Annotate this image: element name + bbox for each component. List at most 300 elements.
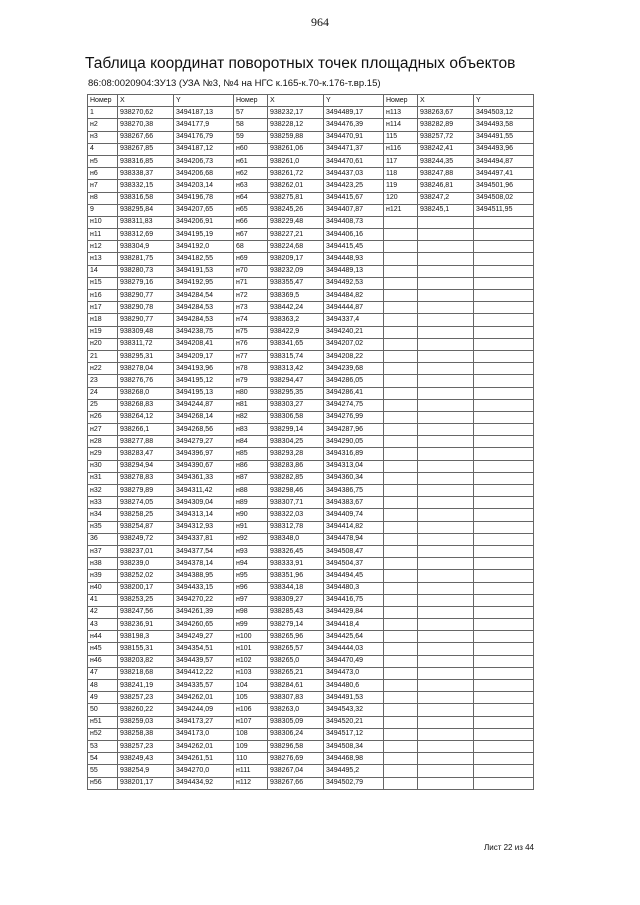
point-number: н17 xyxy=(88,302,118,314)
y-coordinate: 3494501,96 xyxy=(474,180,534,192)
x-coordinate: 938228,12 xyxy=(268,119,324,131)
point-number: н40 xyxy=(88,582,118,594)
point-number: 36 xyxy=(88,533,118,545)
x-coordinate: 938283,86 xyxy=(268,460,324,472)
x-coordinate: 938249,72 xyxy=(118,533,174,545)
y-coordinate: 3494284,54 xyxy=(174,290,234,302)
y-coordinate: 3494361,33 xyxy=(174,472,234,484)
x-coordinate: 938341,65 xyxy=(268,338,324,350)
header-y: Y xyxy=(324,95,384,107)
x-coordinate: 938218,68 xyxy=(118,667,174,679)
point-number: н106 xyxy=(234,704,268,716)
x-coordinate xyxy=(418,460,474,472)
x-coordinate: 938239,0 xyxy=(118,558,174,570)
point-number: н3 xyxy=(88,131,118,143)
x-coordinate: 938279,16 xyxy=(118,277,174,289)
x-coordinate: 938312,78 xyxy=(268,521,324,533)
point-number: 57 xyxy=(234,107,268,119)
x-coordinate: 938258,38 xyxy=(118,728,174,740)
x-coordinate xyxy=(418,448,474,460)
point-number: н30 xyxy=(88,460,118,472)
point-number: н39 xyxy=(88,570,118,582)
point-number xyxy=(384,302,418,314)
y-coordinate: 3494491,53 xyxy=(324,692,384,704)
x-coordinate xyxy=(418,521,474,533)
x-coordinate: 938267,85 xyxy=(118,143,174,155)
point-number: н101 xyxy=(234,643,268,655)
x-coordinate xyxy=(418,509,474,521)
point-number xyxy=(384,241,418,253)
y-coordinate xyxy=(474,521,534,533)
point-number xyxy=(384,460,418,472)
y-coordinate: 3494504,37 xyxy=(324,558,384,570)
point-number xyxy=(384,424,418,436)
x-coordinate: 938293,28 xyxy=(268,448,324,460)
x-coordinate xyxy=(418,424,474,436)
point-number xyxy=(384,290,418,302)
point-number: н12 xyxy=(88,241,118,253)
x-coordinate xyxy=(418,582,474,594)
y-coordinate: 3494274,75 xyxy=(324,399,384,411)
y-coordinate: 3494313,14 xyxy=(174,509,234,521)
x-coordinate: 938442,24 xyxy=(268,302,324,314)
y-coordinate: 3494493,96 xyxy=(474,143,534,155)
y-coordinate: 3494388,95 xyxy=(174,570,234,582)
x-coordinate xyxy=(418,411,474,423)
table-row xyxy=(88,290,534,302)
y-coordinate: 3494261,51 xyxy=(174,753,234,765)
y-coordinate: 3494290,05 xyxy=(324,436,384,448)
x-coordinate xyxy=(418,667,474,679)
point-number xyxy=(384,570,418,582)
point-number: 48 xyxy=(88,680,118,692)
x-coordinate: 938312,69 xyxy=(118,229,174,241)
y-coordinate xyxy=(474,558,534,570)
y-coordinate: 3494409,74 xyxy=(324,509,384,521)
point-number: н71 xyxy=(234,277,268,289)
y-coordinate: 3494468,98 xyxy=(324,753,384,765)
header-x: X xyxy=(268,95,324,107)
table-row xyxy=(88,472,534,484)
cadastral-subtitle: 86:08:0020904:ЗУ13 (УЗА №3, №4 на НГС к.165-к.70-к.176-т.вр.15) xyxy=(88,78,381,89)
point-number xyxy=(384,655,418,667)
table-row xyxy=(88,411,534,423)
point-number xyxy=(384,643,418,655)
y-coordinate: 3494492,53 xyxy=(324,277,384,289)
point-number: н19 xyxy=(88,326,118,338)
point-number xyxy=(384,631,418,643)
y-coordinate: 3494244,09 xyxy=(174,704,234,716)
point-number: 119 xyxy=(384,180,418,192)
point-number: н31 xyxy=(88,472,118,484)
y-coordinate: 3494173,0 xyxy=(174,728,234,740)
point-number: н94 xyxy=(234,558,268,570)
y-coordinate: 3494383,67 xyxy=(324,497,384,509)
x-coordinate: 938263,67 xyxy=(418,107,474,119)
y-coordinate xyxy=(474,606,534,618)
x-coordinate xyxy=(418,387,474,399)
y-coordinate: 3494508,47 xyxy=(324,545,384,557)
point-number xyxy=(384,387,418,399)
table-row xyxy=(88,570,534,582)
y-coordinate: 3494286,41 xyxy=(324,387,384,399)
header-number: Номер xyxy=(88,95,118,107)
x-coordinate: 938282,85 xyxy=(268,472,324,484)
y-coordinate: 3494335,57 xyxy=(174,680,234,692)
point-number: 21 xyxy=(88,350,118,362)
table-row xyxy=(88,692,534,704)
x-coordinate: 938280,73 xyxy=(118,265,174,277)
x-coordinate: 938295,84 xyxy=(118,204,174,216)
y-coordinate: 3494470,61 xyxy=(324,155,384,167)
x-coordinate: 938245,1 xyxy=(418,204,474,216)
point-number: н93 xyxy=(234,545,268,557)
x-coordinate: 938311,72 xyxy=(118,338,174,350)
table-row xyxy=(88,424,534,436)
y-coordinate: 3494437,03 xyxy=(324,168,384,180)
x-coordinate xyxy=(418,740,474,752)
x-coordinate: 938209,17 xyxy=(268,253,324,265)
x-coordinate xyxy=(418,472,474,484)
point-number xyxy=(384,375,418,387)
y-coordinate: 3494195,19 xyxy=(174,229,234,241)
y-coordinate xyxy=(474,631,534,643)
x-coordinate: 938307,71 xyxy=(268,497,324,509)
x-coordinate xyxy=(418,777,474,789)
point-number: н5 xyxy=(88,155,118,167)
coordinates-body xyxy=(88,107,534,790)
y-coordinate: 3494313,04 xyxy=(324,460,384,472)
x-coordinate xyxy=(418,338,474,350)
x-coordinate: 938265,57 xyxy=(268,643,324,655)
point-number: н34 xyxy=(88,509,118,521)
y-coordinate: 3494312,93 xyxy=(174,521,234,533)
y-coordinate: 3494238,75 xyxy=(174,326,234,338)
point-number xyxy=(384,350,418,362)
y-coordinate: 3494187,13 xyxy=(174,107,234,119)
x-coordinate: 938304,25 xyxy=(268,436,324,448)
point-number: н74 xyxy=(234,314,268,326)
table-row xyxy=(88,314,534,326)
y-coordinate: 3494261,39 xyxy=(174,606,234,618)
table-row xyxy=(88,460,534,472)
x-coordinate xyxy=(418,533,474,545)
point-number: н73 xyxy=(234,302,268,314)
x-coordinate: 938229,48 xyxy=(268,216,324,228)
y-coordinate: 3494425,64 xyxy=(324,631,384,643)
x-coordinate xyxy=(418,363,474,375)
point-number: н20 xyxy=(88,338,118,350)
table-row xyxy=(88,680,534,692)
y-coordinate xyxy=(474,387,534,399)
y-coordinate: 3494239,68 xyxy=(324,363,384,375)
x-coordinate: 938265,21 xyxy=(268,667,324,679)
y-coordinate: 3494508,02 xyxy=(474,192,534,204)
table-row xyxy=(88,338,534,350)
x-coordinate xyxy=(418,765,474,777)
x-coordinate xyxy=(418,253,474,265)
x-coordinate: 938275,81 xyxy=(268,192,324,204)
point-number: н99 xyxy=(234,619,268,631)
y-coordinate xyxy=(474,363,534,375)
point-number: 105 xyxy=(234,692,268,704)
x-coordinate: 938290,77 xyxy=(118,314,174,326)
x-coordinate: 938265,96 xyxy=(268,631,324,643)
table-row xyxy=(88,387,534,399)
point-number: н88 xyxy=(234,485,268,497)
point-number: 50 xyxy=(88,704,118,716)
x-coordinate: 938232,09 xyxy=(268,265,324,277)
x-coordinate: 938303,27 xyxy=(268,399,324,411)
point-number: 49 xyxy=(88,692,118,704)
y-coordinate xyxy=(474,399,534,411)
point-number: н56 xyxy=(88,777,118,789)
y-coordinate: 3494414,82 xyxy=(324,521,384,533)
x-coordinate: 938274,05 xyxy=(118,497,174,509)
x-coordinate: 938277,88 xyxy=(118,436,174,448)
point-number: 110 xyxy=(234,753,268,765)
y-coordinate: 3494173,27 xyxy=(174,716,234,728)
y-coordinate xyxy=(474,290,534,302)
point-number: 41 xyxy=(88,594,118,606)
y-coordinate: 3494416,75 xyxy=(324,594,384,606)
point-number xyxy=(384,558,418,570)
point-number: н69 xyxy=(234,253,268,265)
point-number: н96 xyxy=(234,582,268,594)
header-y: Y xyxy=(174,95,234,107)
x-coordinate xyxy=(418,485,474,497)
y-coordinate: 3494195,12 xyxy=(174,375,234,387)
x-coordinate: 938245,26 xyxy=(268,204,324,216)
header-y: Y xyxy=(474,95,534,107)
y-coordinate xyxy=(474,302,534,314)
y-coordinate: 3494240,21 xyxy=(324,326,384,338)
y-coordinate xyxy=(474,411,534,423)
point-number: н10 xyxy=(88,216,118,228)
y-coordinate xyxy=(474,485,534,497)
x-coordinate: 938295,31 xyxy=(118,350,174,362)
point-number: 104 xyxy=(234,680,268,692)
point-number xyxy=(384,229,418,241)
x-coordinate: 938322,03 xyxy=(268,509,324,521)
x-coordinate xyxy=(418,241,474,253)
y-coordinate: 3494407,87 xyxy=(324,204,384,216)
x-coordinate: 938279,89 xyxy=(118,485,174,497)
point-number: н76 xyxy=(234,338,268,350)
point-number: н18 xyxy=(88,314,118,326)
point-number: 14 xyxy=(88,265,118,277)
y-coordinate: 3494206,73 xyxy=(174,155,234,167)
point-number: 55 xyxy=(88,765,118,777)
x-coordinate: 938257,23 xyxy=(118,740,174,752)
point-number: н83 xyxy=(234,424,268,436)
y-coordinate: 3494249,27 xyxy=(174,631,234,643)
point-number: 24 xyxy=(88,387,118,399)
point-number: н6 xyxy=(88,168,118,180)
table-row xyxy=(88,582,534,594)
point-number xyxy=(384,582,418,594)
y-coordinate: 3494279,27 xyxy=(174,436,234,448)
y-coordinate xyxy=(474,594,534,606)
point-number: н44 xyxy=(88,631,118,643)
y-coordinate: 3494406,16 xyxy=(324,229,384,241)
y-coordinate: 3494316,89 xyxy=(324,448,384,460)
y-coordinate: 3494480,6 xyxy=(324,680,384,692)
header-row xyxy=(88,95,534,107)
y-coordinate: 3494193,96 xyxy=(174,363,234,375)
x-coordinate xyxy=(418,655,474,667)
point-number: н103 xyxy=(234,667,268,679)
y-coordinate: 3494208,22 xyxy=(324,350,384,362)
page-title: Таблица координат поворотных точек площадных объектов xyxy=(85,55,516,72)
x-coordinate: 938296,58 xyxy=(268,740,324,752)
x-coordinate: 938307,83 xyxy=(268,692,324,704)
y-coordinate: 3494244,87 xyxy=(174,399,234,411)
x-coordinate: 938299,14 xyxy=(268,424,324,436)
y-coordinate: 3494489,13 xyxy=(324,265,384,277)
y-coordinate: 3494286,05 xyxy=(324,375,384,387)
sheet-counter: Лист 22 из 44 xyxy=(484,843,534,852)
point-number: н2 xyxy=(88,119,118,131)
point-number: н15 xyxy=(88,277,118,289)
x-coordinate: 938266,1 xyxy=(118,424,174,436)
point-number xyxy=(384,680,418,692)
x-coordinate: 938257,72 xyxy=(418,131,474,143)
point-number xyxy=(384,753,418,765)
x-coordinate: 938278,04 xyxy=(118,363,174,375)
x-coordinate: 938232,17 xyxy=(268,107,324,119)
point-number: н114 xyxy=(384,119,418,131)
y-coordinate: 3494270,22 xyxy=(174,594,234,606)
y-coordinate xyxy=(474,716,534,728)
x-coordinate xyxy=(418,265,474,277)
x-coordinate: 938268,83 xyxy=(118,399,174,411)
point-number: 54 xyxy=(88,753,118,765)
x-coordinate xyxy=(418,594,474,606)
header-number: Номер xyxy=(384,95,418,107)
x-coordinate: 938348,0 xyxy=(268,533,324,545)
y-coordinate: 3494377,54 xyxy=(174,545,234,557)
x-coordinate xyxy=(418,497,474,509)
x-coordinate: 938259,88 xyxy=(268,131,324,143)
x-coordinate: 938224,68 xyxy=(268,241,324,253)
x-coordinate: 938247,88 xyxy=(418,168,474,180)
table-row xyxy=(88,509,534,521)
table-row xyxy=(88,375,534,387)
point-number xyxy=(384,704,418,716)
x-coordinate: 938246,81 xyxy=(418,180,474,192)
point-number: н28 xyxy=(88,436,118,448)
y-coordinate xyxy=(474,533,534,545)
y-coordinate: 3494503,12 xyxy=(474,107,534,119)
table-row xyxy=(88,436,534,448)
table-row xyxy=(88,229,534,241)
table-row xyxy=(88,777,534,789)
point-number: н81 xyxy=(234,399,268,411)
point-number: н113 xyxy=(384,107,418,119)
table-row xyxy=(88,655,534,667)
point-number xyxy=(384,619,418,631)
x-coordinate: 938261,72 xyxy=(268,168,324,180)
table-row xyxy=(88,277,534,289)
point-number: н85 xyxy=(234,448,268,460)
y-coordinate: 3494491,55 xyxy=(474,131,534,143)
point-number xyxy=(384,765,418,777)
y-coordinate: 3494439,57 xyxy=(174,655,234,667)
y-coordinate: 3494497,41 xyxy=(474,168,534,180)
x-coordinate xyxy=(418,643,474,655)
header-number: Номер xyxy=(234,95,268,107)
table-row xyxy=(88,216,534,228)
y-coordinate: 3494276,99 xyxy=(324,411,384,423)
y-coordinate xyxy=(474,424,534,436)
table-row xyxy=(88,728,534,740)
point-number xyxy=(384,533,418,545)
point-number: н45 xyxy=(88,643,118,655)
point-number xyxy=(384,253,418,265)
point-number: 58 xyxy=(234,119,268,131)
y-coordinate: 3494415,45 xyxy=(324,241,384,253)
point-number: н80 xyxy=(234,387,268,399)
x-coordinate xyxy=(418,558,474,570)
point-number: н37 xyxy=(88,545,118,557)
point-number: 53 xyxy=(88,740,118,752)
x-coordinate: 938294,94 xyxy=(118,460,174,472)
point-number: 23 xyxy=(88,375,118,387)
x-coordinate: 938268,0 xyxy=(118,387,174,399)
point-number: н64 xyxy=(234,192,268,204)
x-coordinate: 938257,23 xyxy=(118,692,174,704)
point-number: н52 xyxy=(88,728,118,740)
y-coordinate: 3494203,14 xyxy=(174,180,234,192)
x-coordinate: 938284,61 xyxy=(268,680,324,692)
x-coordinate: 938313,42 xyxy=(268,363,324,375)
y-coordinate xyxy=(474,753,534,765)
y-coordinate: 3494494,45 xyxy=(324,570,384,582)
point-number xyxy=(384,667,418,679)
point-number: н75 xyxy=(234,326,268,338)
point-number: 120 xyxy=(384,192,418,204)
y-coordinate xyxy=(474,326,534,338)
point-number: 115 xyxy=(384,131,418,143)
point-number xyxy=(384,411,418,423)
point-number: н26 xyxy=(88,411,118,423)
point-number: н86 xyxy=(234,460,268,472)
y-coordinate: 3494354,51 xyxy=(174,643,234,655)
x-coordinate: 938264,12 xyxy=(118,411,174,423)
y-coordinate xyxy=(474,277,534,289)
x-coordinate xyxy=(418,728,474,740)
point-number xyxy=(384,436,418,448)
point-number: н46 xyxy=(88,655,118,667)
point-number: н27 xyxy=(88,424,118,436)
y-coordinate: 3494192,95 xyxy=(174,277,234,289)
table-row xyxy=(88,753,534,765)
x-coordinate: 938242,41 xyxy=(418,143,474,155)
x-coordinate: 938315,74 xyxy=(268,350,324,362)
x-coordinate: 938247,2 xyxy=(418,192,474,204)
x-coordinate: 938203,82 xyxy=(118,655,174,667)
y-coordinate: 3494418,4 xyxy=(324,619,384,631)
table-row xyxy=(88,448,534,460)
x-coordinate: 938333,91 xyxy=(268,558,324,570)
y-coordinate: 3494415,67 xyxy=(324,192,384,204)
y-coordinate: 3494543,32 xyxy=(324,704,384,716)
point-number: 4 xyxy=(88,143,118,155)
y-coordinate: 3494309,04 xyxy=(174,497,234,509)
y-coordinate xyxy=(474,545,534,557)
y-coordinate: 3494260,65 xyxy=(174,619,234,631)
